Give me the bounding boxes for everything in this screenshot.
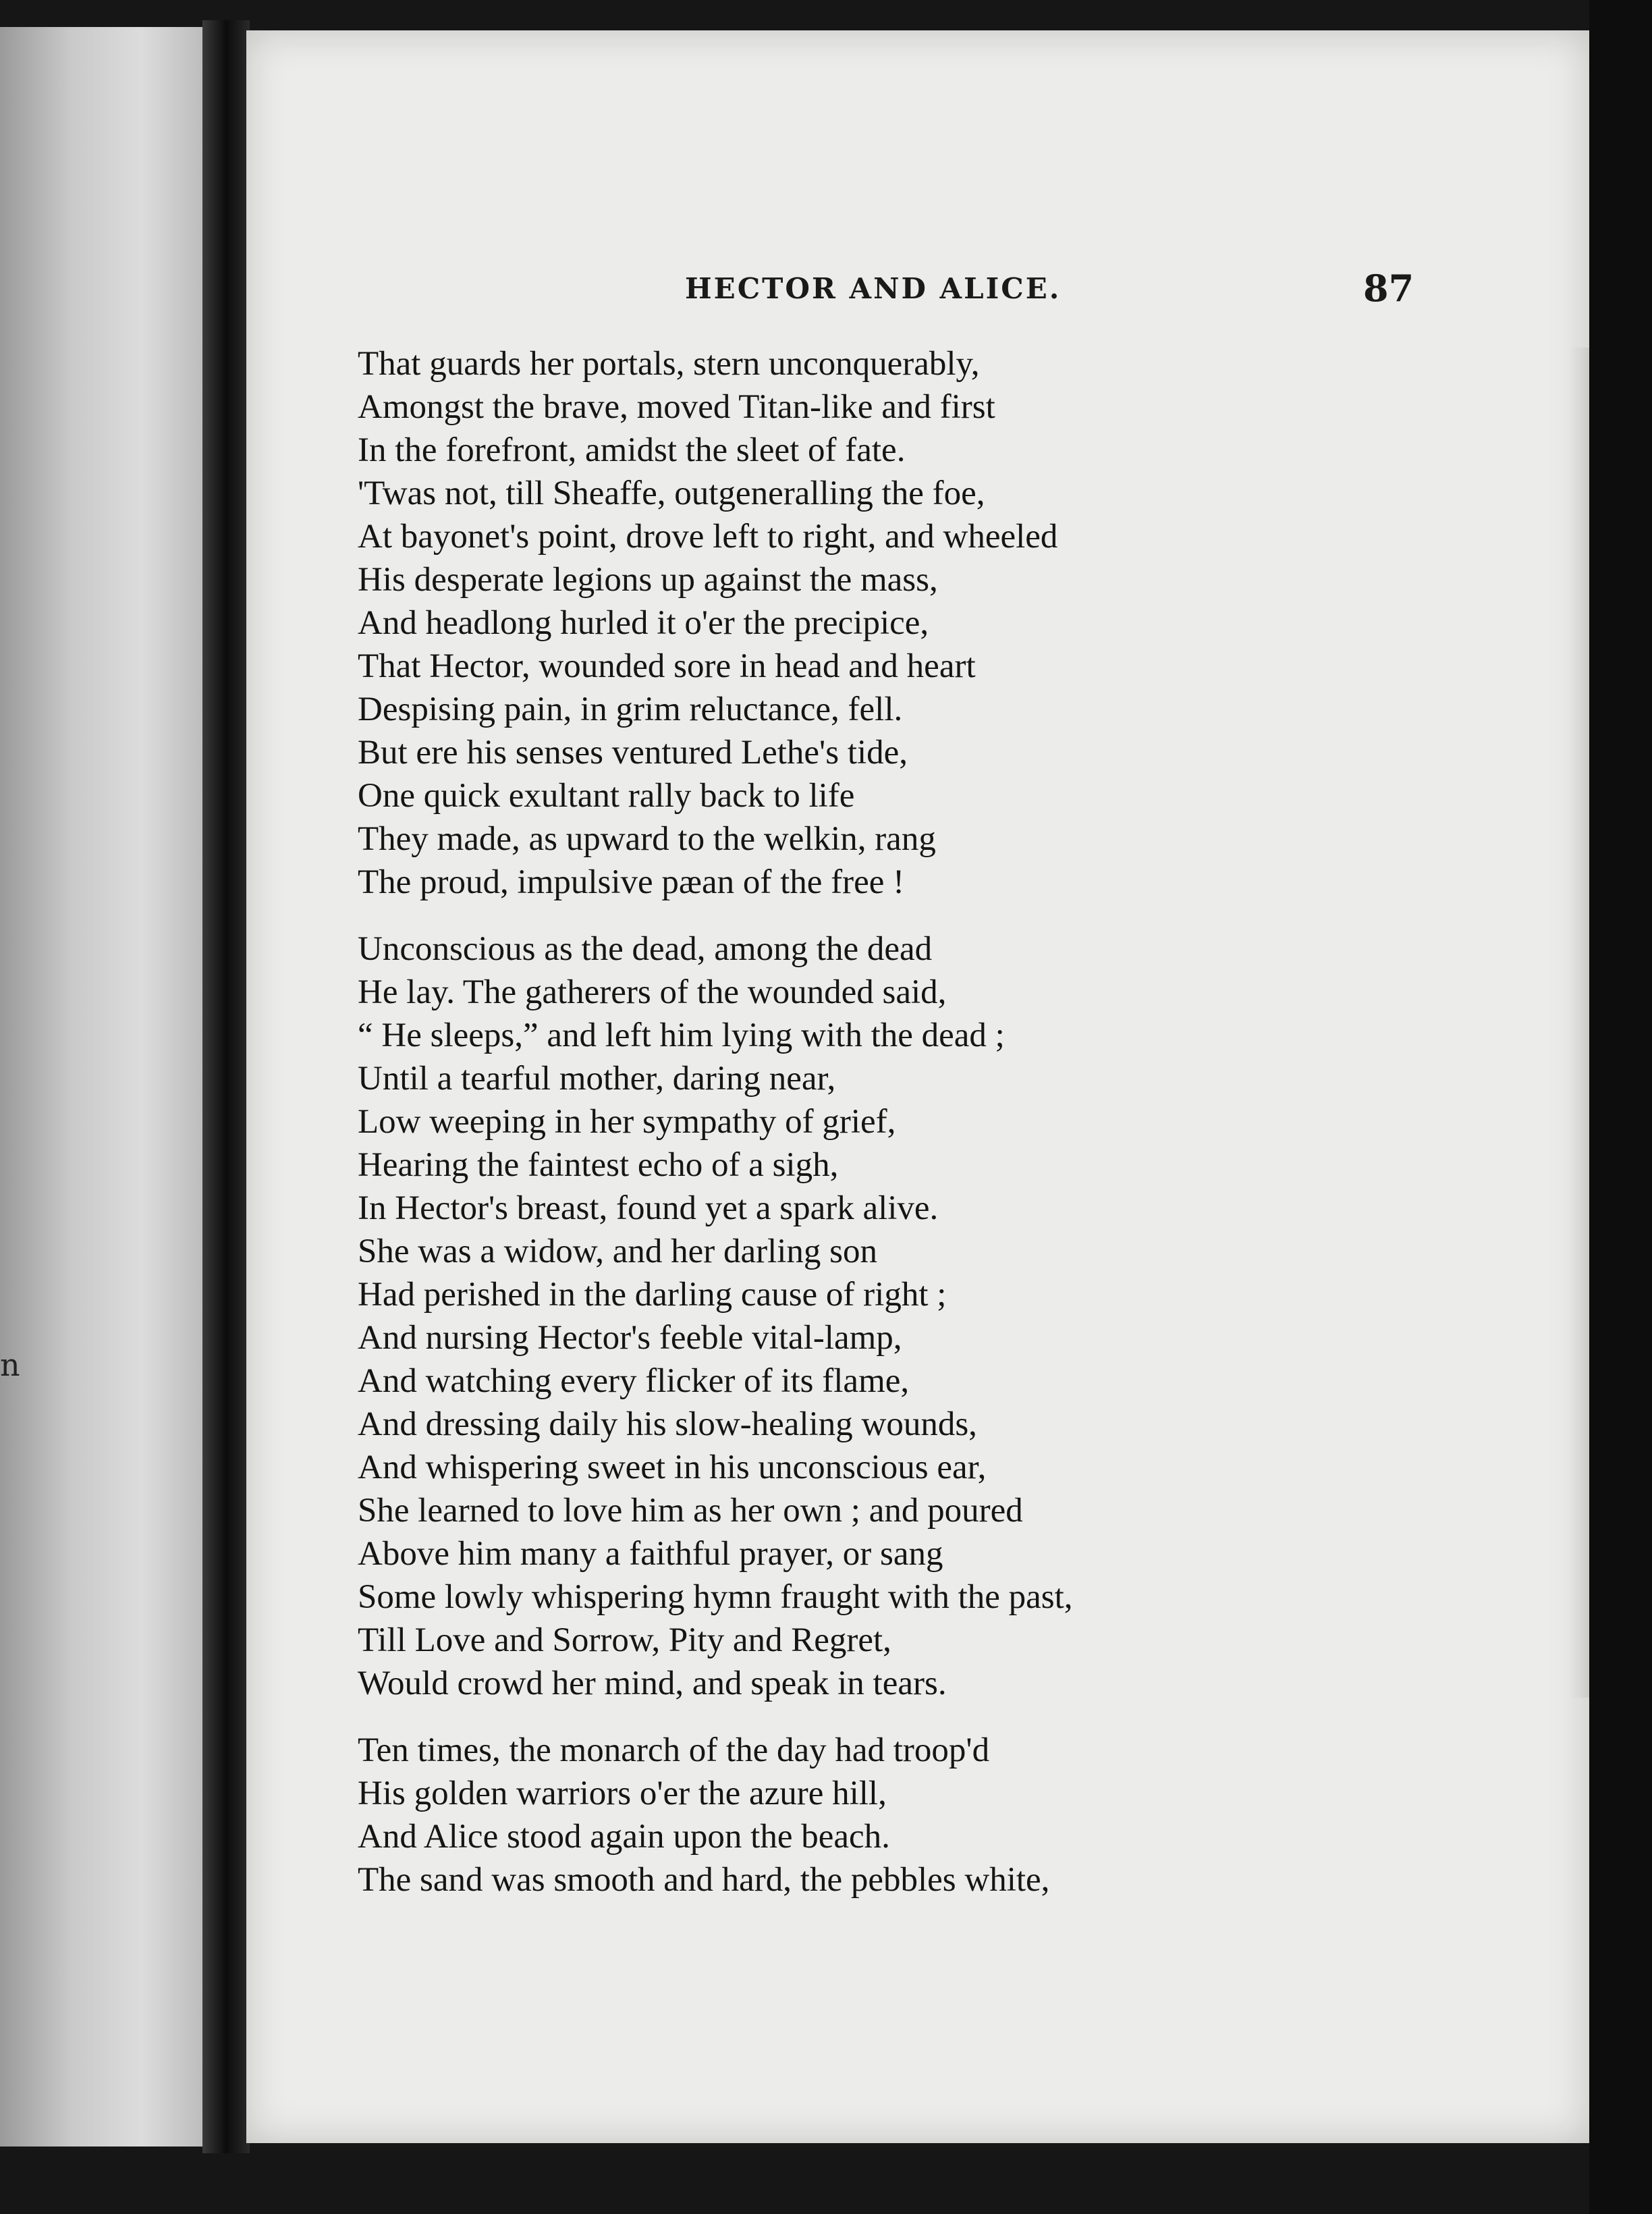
poem-line: Had perished in the darling cause of right ;: [358, 1276, 947, 1314]
page-header: [246, 267, 1589, 321]
poem-line: Until a tearful mother, daring near,: [358, 1060, 836, 1098]
book-page: [246, 30, 1589, 2143]
scan-border: [1589, 0, 1652, 2214]
show-through-shadow: [1569, 348, 1589, 1698]
facing-page-stray-glyph: n: [0, 1347, 20, 1383]
stanza: [358, 1729, 1559, 1901]
poem-line: She was a widow, and her darling son: [358, 1233, 878, 1270]
poem-line: Hearing the faintest echo of a sigh,: [358, 1146, 839, 1184]
poem-line: The sand was smooth and hard, the pebbles white,: [358, 1861, 1050, 1899]
poem-line: Amongst the brave, moved Titan-like and first: [358, 388, 995, 426]
poem-line: His golden warriors o'er the azure hill,: [358, 1775, 887, 1812]
poem-line: Despising pain, in grim reluctance, fell.: [358, 691, 903, 728]
poem-line: Low weeping in her sympathy of grief,: [358, 1103, 896, 1141]
poem-line: And Alice stood again upon the beach.: [358, 1818, 890, 1856]
poem-line: The proud, impulsive pæan of the free !: [358, 863, 905, 901]
poem-line: And dressing daily his slow-healing wounds,: [358, 1405, 977, 1443]
poem-line: That guards her portals, stern unconquerably,: [358, 345, 980, 383]
poem-line: That Hector, wounded sore in head and heart: [358, 647, 976, 685]
poem-line: Some lowly whispering hymn fraught with the past,: [358, 1578, 1073, 1616]
poem-line: “ He sleeps,” and left him lying with the dead ;: [358, 1017, 1005, 1054]
poem-line: But ere his senses ventured Lethe's tide,: [358, 734, 908, 772]
poem-line: One quick exultant rally back to life: [358, 777, 855, 815]
facing-page-strip: [0, 27, 202, 2146]
poem-line: At bayonet's point, drove left to right, and wheeled: [358, 518, 1058, 556]
poem-line: In the forefront, amidst the sleet of fate.: [358, 431, 906, 469]
poem-line: They made, as upward to the welkin, rang: [358, 820, 936, 858]
poem-line: Would crowd her mind, and speak in tears.: [358, 1665, 947, 1702]
poem-line: He lay. The gatherers of the wounded said,: [358, 973, 947, 1011]
running-title: HECTOR AND ALICE.: [685, 272, 1062, 305]
poem-line: And nursing Hector's feeble vital-lamp,: [358, 1319, 902, 1357]
poem-line: His desperate legions up against the mass,: [358, 561, 938, 599]
stanza: [358, 927, 1559, 1705]
page-number: 87: [1363, 267, 1414, 310]
poem-line: And whispering sweet in his unconscious ear,: [358, 1449, 987, 1486]
poem-line: She learned to love him as her own ; and poured: [358, 1492, 1023, 1530]
poem-line: In Hector's breast, found yet a spark alive.: [358, 1189, 939, 1227]
poem-line: Above him many a faithful prayer, or sang: [358, 1535, 943, 1573]
poem-line: Till Love and Sorrow, Pity and Regret,: [358, 1621, 891, 1659]
stanza: [358, 342, 1559, 904]
poem-line: Ten times, the monarch of the day had troop'd: [358, 1731, 990, 1769]
book-gutter: [202, 20, 250, 2153]
poem-line: Unconscious as the dead, among the dead: [358, 930, 933, 968]
poem-line: 'Twas not, till Sheaffe, outgeneralling the foe,: [358, 475, 985, 512]
poem-body: [358, 342, 1559, 1925]
poem-line: And headlong hurled it o'er the precipice,: [358, 604, 929, 642]
poem-line: And watching every flicker of its flame,: [358, 1362, 910, 1400]
